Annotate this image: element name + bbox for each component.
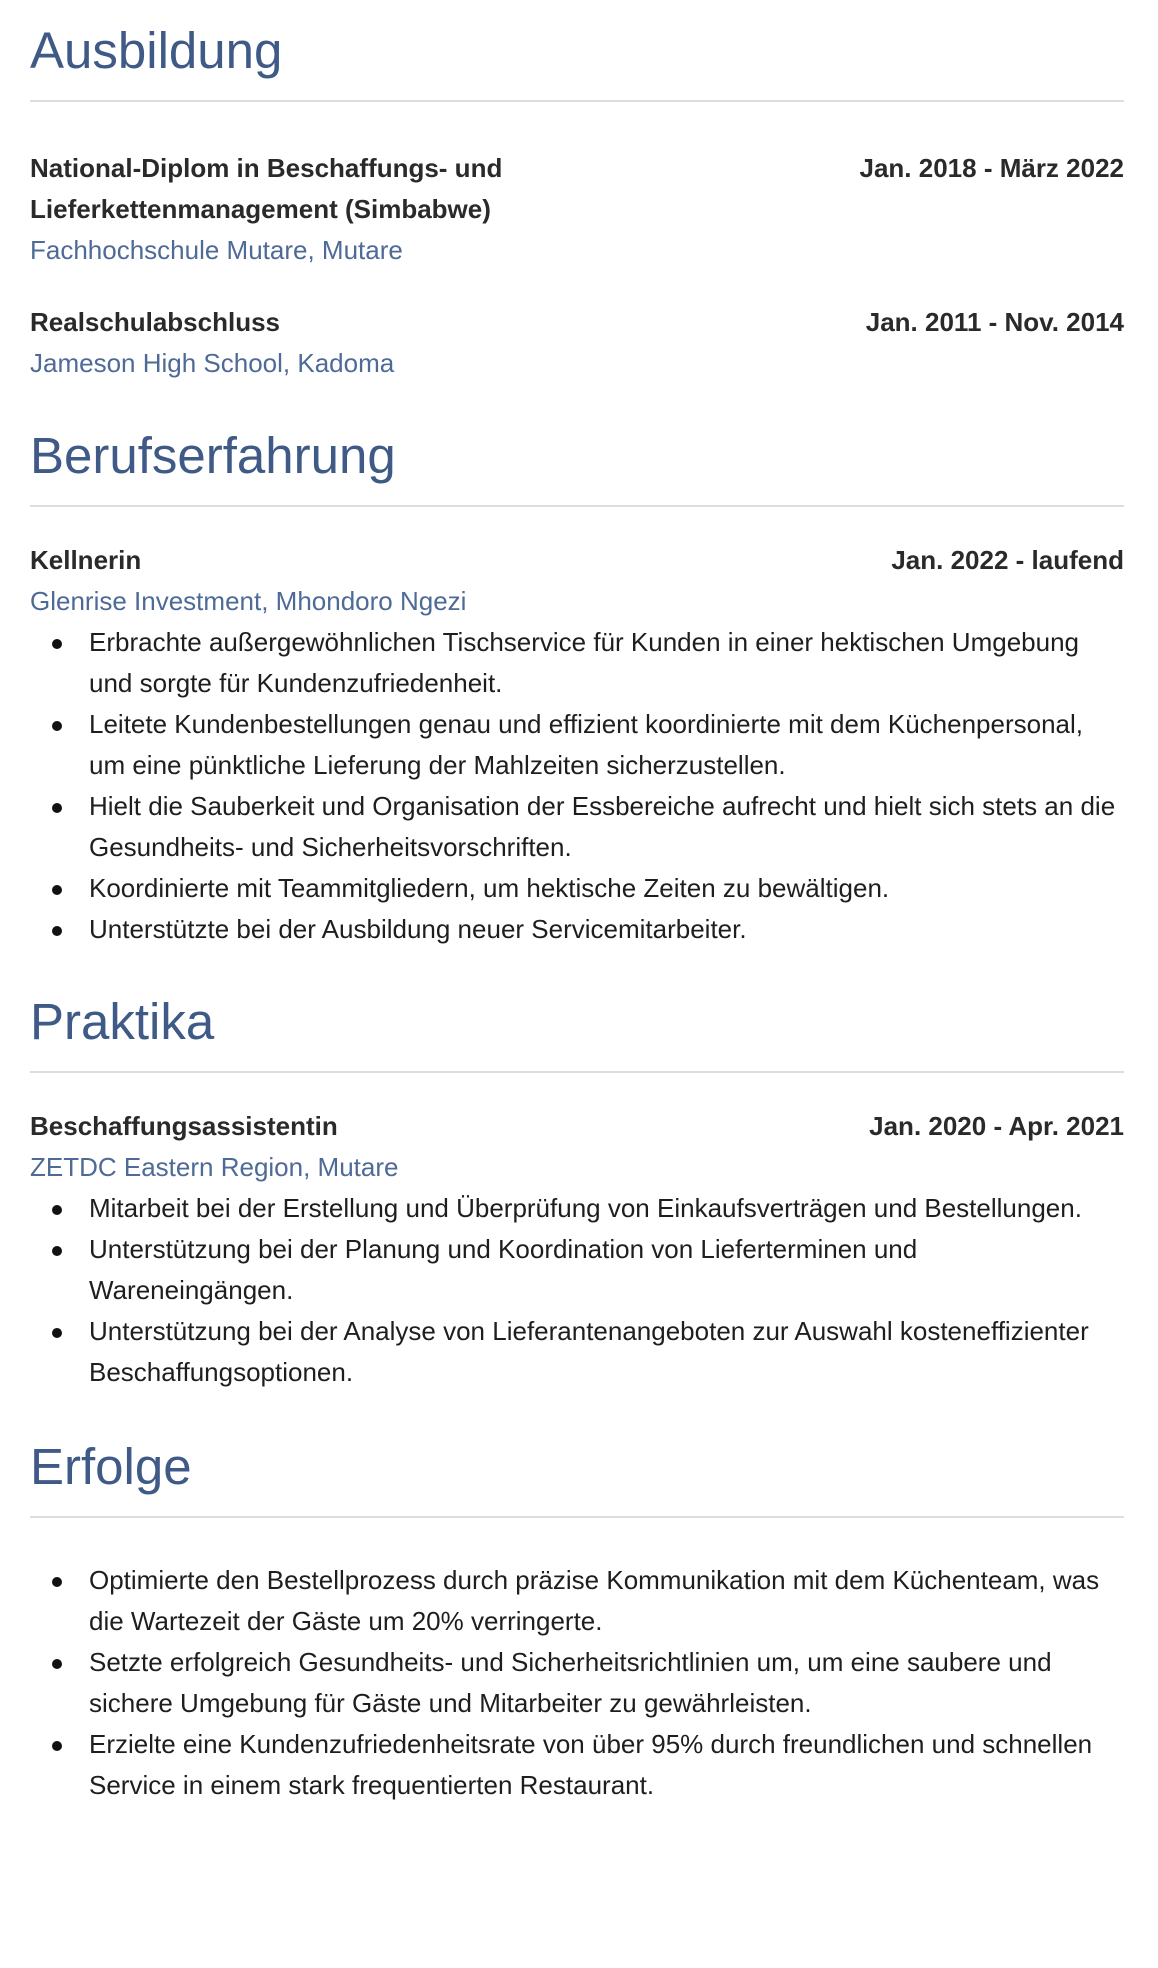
list-item-text: Unterstützte bei der Ausbildung neuer Servicemitarbeiter. — [89, 914, 747, 944]
education-entry — [30, 148, 1124, 271]
entry-date: Jan. 2020 - Apr. 2021 — [869, 1111, 1124, 1141]
bullet-icon — [52, 721, 62, 731]
entry-header — [30, 540, 1124, 581]
list-item-text: Setzte erfolgreich Gesundheits- und Sicherheitsrichtlinien um, um eine saubere und sichere Umgebung für Gäste und Mitarbeiter zu gewährleisten. — [89, 1647, 1052, 1718]
list-item — [30, 1560, 1124, 1642]
list-item — [30, 704, 1124, 786]
bullet-icon — [52, 926, 62, 936]
list-item-text: Mitarbeit bei der Erstellung und Überprüfung von Einkaufsverträgen und Bestellungen. — [89, 1193, 1082, 1223]
entry-employer: ZETDC Eastern Region, Mutare — [30, 1152, 399, 1182]
list-item-text: Koordinierte mit Teammitgliedern, um hektische Zeiten zu bewältigen. — [89, 873, 890, 903]
list-item-text: Leitete Kundenbestellungen genau und effizient koordinierte mit dem Küchenpersonal, um eine pünktliche Lieferung der Mahlzeiten sicherzustellen. — [89, 709, 1083, 780]
achievements-bullet-list — [30, 1560, 1124, 1806]
list-item — [30, 1311, 1124, 1393]
section-divider — [30, 1516, 1124, 1518]
bullet-icon — [52, 1328, 62, 1338]
list-item — [30, 786, 1124, 868]
list-item — [30, 868, 1124, 909]
entry-date: Jan. 2018 - März 2022 — [859, 153, 1124, 183]
list-item-text: Hielt die Sauberkeit und Organisation der Essbereiche aufrecht und hielt sich stets an die Gesundheits- und Sicherheitsvorschriften. — [89, 791, 1116, 862]
section-heading-education: Ausbildung — [30, 22, 283, 79]
entry-header — [30, 148, 1124, 230]
section-divider — [30, 100, 1124, 102]
section-heading-achievements: Erfolge — [30, 1438, 192, 1495]
entry-title: Beschaffungsassistentin — [30, 1111, 338, 1141]
experience-section — [30, 427, 1124, 950]
entry-title: Realschulabschluss — [30, 307, 280, 337]
education-entry — [30, 302, 1124, 384]
internship-entry — [30, 1106, 1124, 1393]
entry-header — [30, 302, 1124, 343]
bullet-icon — [52, 1205, 62, 1215]
bullet-icon — [52, 1741, 62, 1751]
bullet-icon — [52, 1659, 62, 1669]
entry-bullet-list — [30, 622, 1124, 950]
entry-date: Jan. 2022 - laufend — [891, 545, 1124, 575]
list-item — [30, 1724, 1124, 1806]
list-item — [30, 909, 1124, 950]
entry-institution: Fachhochschule Mutare, Mutare — [30, 235, 403, 265]
bullet-icon — [52, 1246, 62, 1256]
list-item-text: Unterstützung bei der Planung und Koordination von Lieferterminen und Wareneingängen. — [89, 1234, 918, 1305]
list-item-text: Unterstützung bei der Analyse von Lieferantenangeboten zur Auswahl kosteneffizienter Beschaffungsoptionen. — [89, 1316, 1089, 1387]
bullet-icon — [52, 803, 62, 813]
education-section — [30, 0, 1124, 384]
list-item-text: Optimierte den Bestellprozess durch präzise Kommunikation mit dem Küchenteam, was die Wartezeit der Gäste um 20% verringerte. — [89, 1565, 1100, 1636]
section-divider — [30, 505, 1124, 507]
bullet-icon — [52, 639, 62, 649]
bullet-icon — [52, 885, 62, 895]
entry-institution: Jameson High School, Kadoma — [30, 348, 395, 378]
internships-section — [30, 993, 1124, 1393]
list-item — [30, 1642, 1124, 1724]
list-item — [30, 1188, 1124, 1229]
achievements-section — [30, 1438, 1124, 1806]
bullet-icon — [52, 1577, 62, 1587]
section-heading-internships: Praktika — [30, 993, 215, 1050]
entry-employer: Glenrise Investment, Mhondoro Ngezi — [30, 586, 467, 616]
list-item — [30, 622, 1124, 704]
entry-bullet-list — [30, 1188, 1124, 1393]
experience-entry — [30, 540, 1124, 950]
entry-date: Jan. 2011 - Nov. 2014 — [865, 307, 1124, 337]
section-heading-experience: Berufserfahrung — [30, 427, 396, 484]
list-item-text: Erzielte eine Kundenzufriedenheitsrate von über 95% durch freundlichen und schnellen Service in einem stark frequentierten Restaurant. — [89, 1729, 1093, 1800]
entry-title: Kellnerin — [30, 545, 142, 575]
entry-header — [30, 1106, 1124, 1147]
entry-title: National-Diplom in Beschaffungs- und Lieferkettenmanagement (Simbabwe) — [30, 153, 503, 224]
section-divider — [30, 1071, 1124, 1073]
list-item — [30, 1229, 1124, 1311]
list-item-text: Erbrachte außergewöhnlichen Tischservice für Kunden in einer hektischen Umgebung und sorgte für Kundenzufriedenheit. — [89, 627, 1080, 698]
